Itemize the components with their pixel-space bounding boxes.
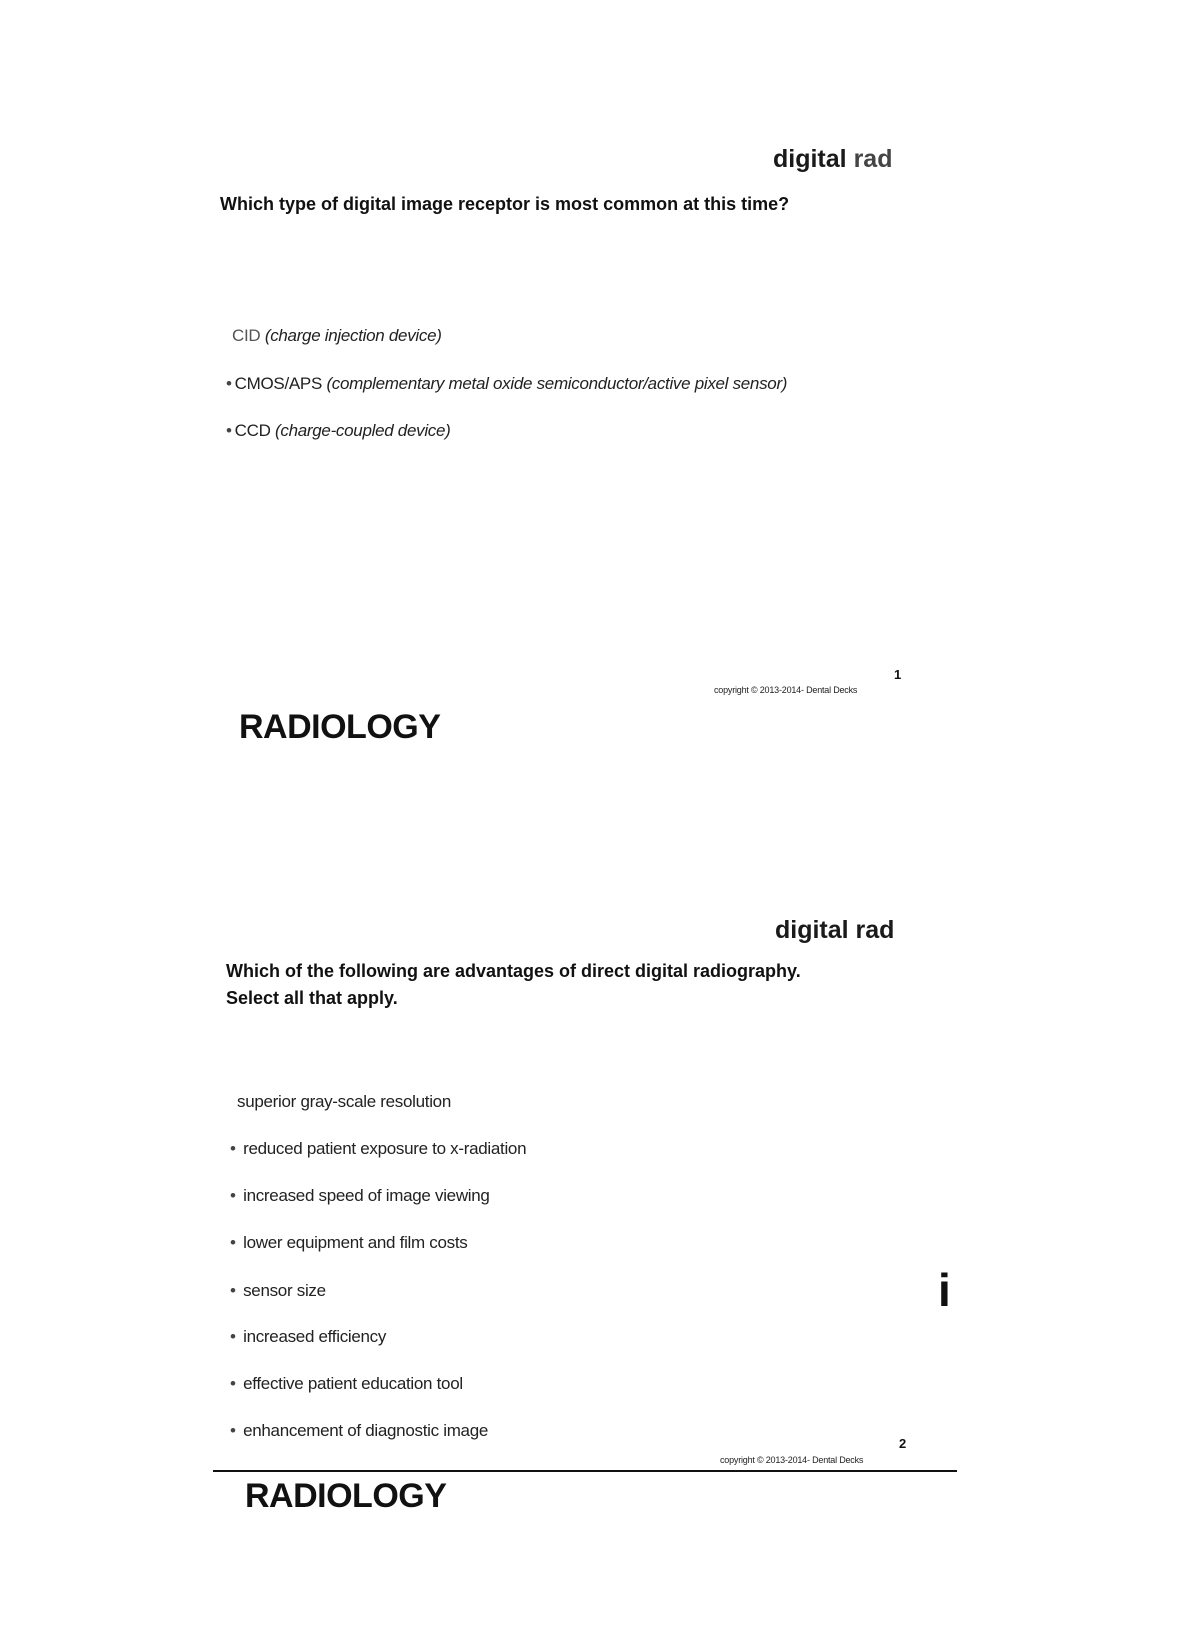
card2-topic: digital rad	[775, 916, 895, 944]
card2-option-3	[230, 1186, 490, 1206]
card1-option-2-bullet: •	[226, 374, 232, 393]
card2-copyright: copyright © 2013-2014- Dental Decks	[720, 1455, 864, 1465]
card2-option-5-text: sensor size	[243, 1281, 326, 1300]
card1-option-2-desc: (complementary metal oxide semiconductor/active pixel sensor)	[326, 374, 788, 393]
card2-option-5	[230, 1281, 326, 1301]
card2-option-4-bullet: •	[230, 1233, 236, 1252]
card2-option-8-bullet: •	[230, 1421, 236, 1440]
card2-option-5-bullet: •	[230, 1281, 236, 1300]
card2-option-8-text: enhancement of diagnostic image	[243, 1421, 489, 1440]
card2-option-6	[230, 1327, 386, 1347]
card1-brand: RADIOLOGY	[239, 708, 441, 746]
card2-option-4	[230, 1233, 467, 1253]
card2-question-line2: Select all that apply.	[226, 988, 398, 1008]
card1-option-1-desc: (charge injection device)	[264, 326, 442, 345]
card1-option-3	[226, 421, 451, 441]
card1-option-1-term: CID	[232, 326, 261, 345]
card2-option-2-text: reduced patient exposure to x-radiation	[243, 1139, 527, 1158]
card1-option-3-term: CCD	[234, 421, 271, 440]
card1-page-number: 1	[894, 667, 902, 682]
card2-option-7-text: effective patient education tool	[243, 1374, 463, 1393]
card1-option-3-desc: (charge-coupled device)	[275, 421, 451, 440]
card1-question: Which type of digital image receptor is most common at this time?	[220, 194, 790, 214]
card1-option-1	[232, 326, 442, 346]
card2-divider	[213, 1470, 957, 1472]
card1-topic	[773, 145, 892, 174]
card1-topic-muted: rad	[853, 145, 893, 173]
card2-option-6-bullet: •	[230, 1327, 236, 1346]
card2-option-8	[230, 1421, 488, 1441]
card1-option-3-bullet: •	[226, 421, 232, 440]
card1-option-2	[226, 374, 787, 394]
card2-option-7	[230, 1374, 463, 1394]
card2-question-line1: Which of the following are advantages of direct digital radiography.	[226, 961, 801, 981]
card2-page-number: 2	[899, 1436, 907, 1451]
card2-option-2-bullet: •	[230, 1139, 236, 1158]
card2-option-3-text: increased speed of image viewing	[243, 1186, 490, 1205]
card2-option-1	[237, 1092, 451, 1112]
card2-option-2	[230, 1139, 526, 1159]
card2-option-4-text: lower equipment and film costs	[243, 1233, 468, 1252]
card2-option-1-text: superior gray-scale resolution	[237, 1092, 451, 1111]
card2-brand: RADIOLOGY	[245, 1477, 447, 1515]
card2-option-3-bullet: •	[230, 1186, 236, 1205]
card1-topic-main: digital	[773, 145, 847, 173]
card1-copyright: copyright © 2013-2014- Dental Decks	[714, 685, 858, 695]
card2-option-6-text: increased efficiency	[243, 1327, 387, 1346]
side-glyph: i	[938, 1264, 951, 1316]
card1-option-2-term: CMOS/APS	[234, 374, 322, 393]
card2-option-7-bullet: •	[230, 1374, 236, 1393]
